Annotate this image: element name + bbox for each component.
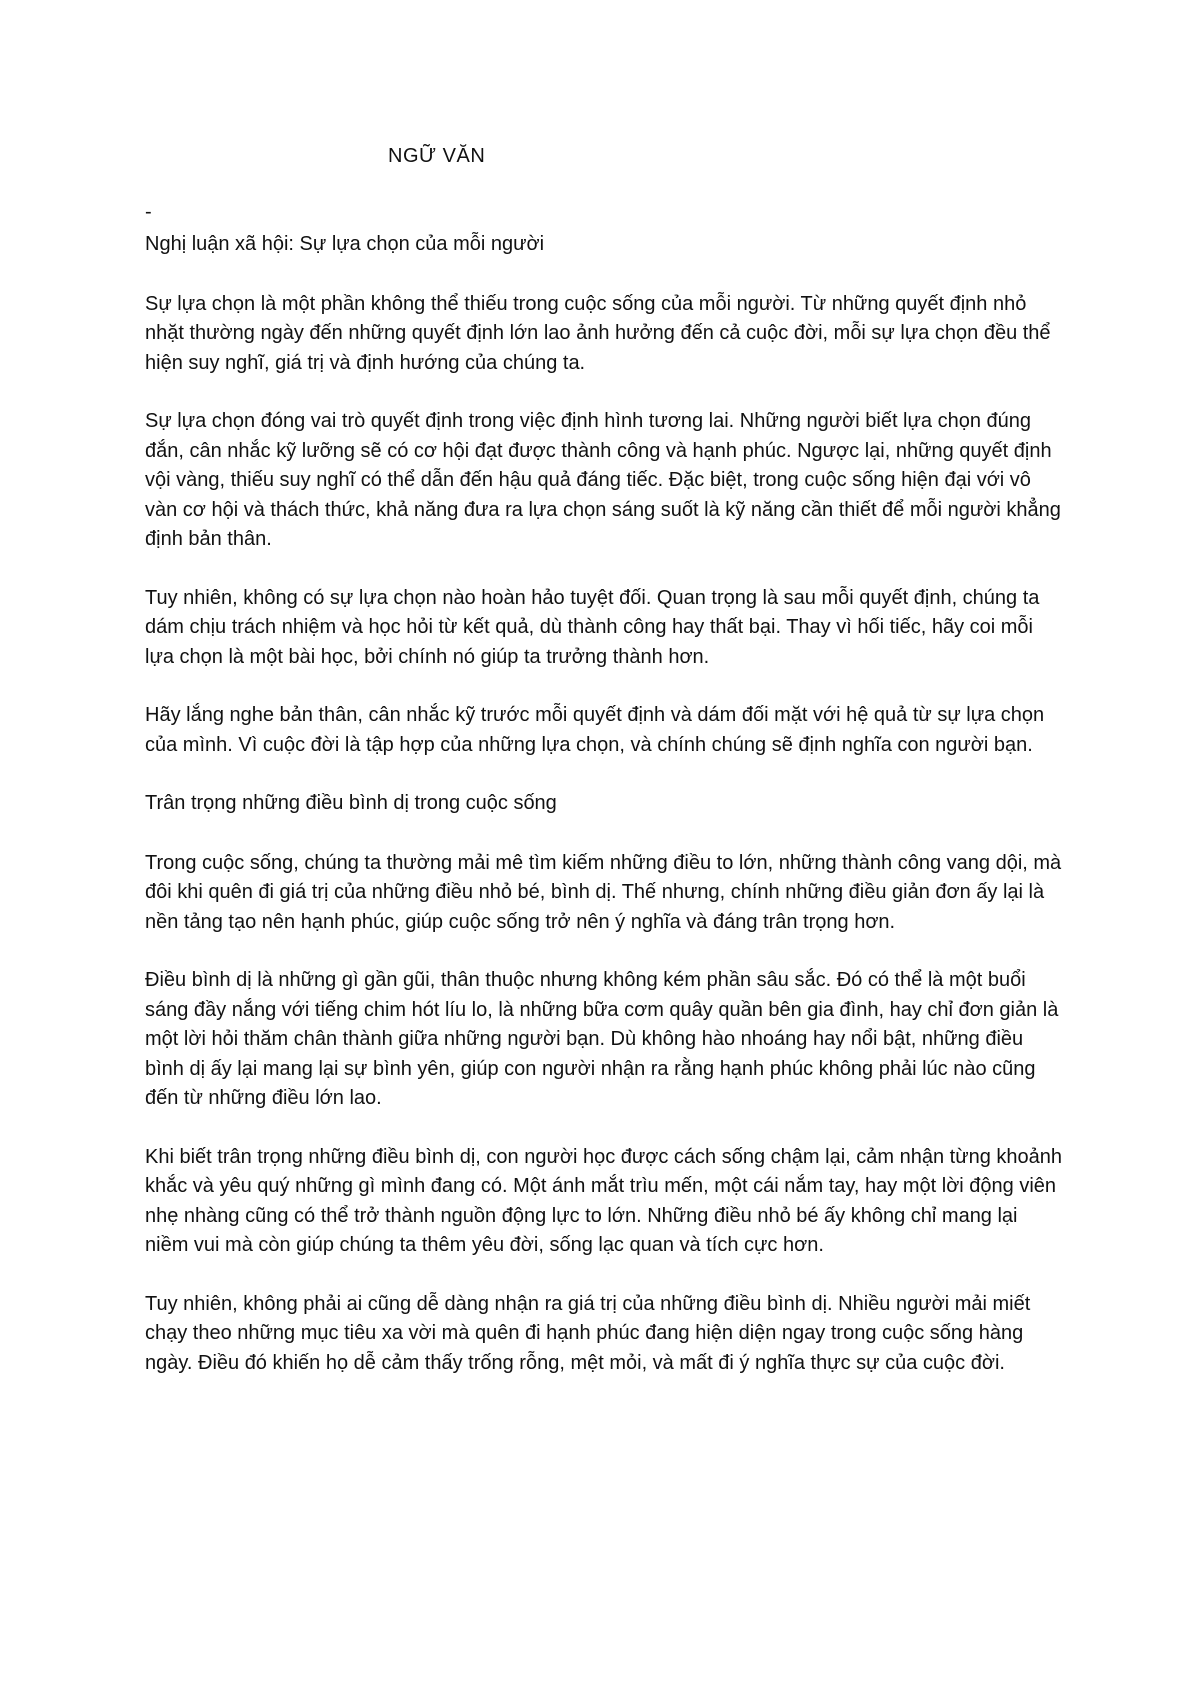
paragraph: Khi biết trân trọng những điều bình dị, con người học được cách sống chậm lại, cảm nhận từng khoảnh khắc và yêu quý những gì mình đang có. Một ánh mắt trìu mến, một cái nắm tay, hay một lời động viên nhẹ nhàng cũng có thể trở thành nguồn động lực to lớn. Những điều nhỏ bé ấy không chỉ mang lại niềm vui mà còn giúp chúng ta thêm yêu đời, sống lạc quan và tích cực hơn. bbox=[145, 1145, 1063, 1256]
paragraph: Điều bình dị là những gì gần gũi, thân thuộc nhưng không kém phần sâu sắc. Đó có thể là một buổi sáng đầy nắng với tiếng chim hót líu lo, là những bữa cơm quây quần bên gia đình, hay chỉ đơn giản là một lời hỏi thăm chân thành giữa những người bạn. Dù không hào nhoáng hay nổi bật, những điều bình dị ấy lại mang lại sự bình yên, giúp con người nhận ra rằng hạnh phúc không phải lúc nào cũng đến từ những điều lớn lao. bbox=[145, 969, 1059, 1109]
section-heading-simple-things: Trân trọng những điều bình dị trong cuộc sống bbox=[145, 792, 557, 814]
section-heading-choice: Nghị luận xã hội: Sự lựa chọn của mỗi người bbox=[145, 233, 545, 255]
paragraph: Sự lựa chọn đóng vai trò quyết định trong việc định hình tương lai. Những người biết lựa chọn đúng đắn, cân nhắc kỹ lưỡng sẽ có cơ hội đạt được thành công và hạnh phúc. Ngược lại, những quyết định vội vàng, thiếu suy nghĩ có thể dẫn đến hậu quả đáng tiếc. Đặc biệt, trong cuộc sống hiện đại với vô vàn cơ hội và thách thức, khả năng đưa ra lựa chọn sáng suốt là kỹ năng cần thiết để mỗi người khẳng định bản thân. bbox=[145, 410, 1061, 550]
paragraph: Tuy nhiên, không có sự lựa chọn nào hoàn hảo tuyệt đối. Quan trọng là sau mỗi quyết định, chúng ta dám chịu trách nhiệm và học hỏi từ kết quả, dù thành công hay thất bại. Thay vì hối tiếc, hãy coi mỗi lựa chọn là một bài học, bởi chính nó giúp ta trưởng thành hơn. bbox=[145, 586, 1040, 668]
paragraph: Sự lựa chọn là một phần không thể thiếu trong cuộc sống của mỗi người. Từ những quyết định nhỏ nhặt thường ngày đến những quyết định lớn lao ảnh hưởng đến cả cuộc đời, mỗi sự lựa chọn đều thể hiện suy nghĩ, giá trị và định hướng của chúng ta. bbox=[145, 292, 1051, 374]
paragraph: Tuy nhiên, không phải ai cũng dễ dàng nhận ra giá trị của những điều bình dị. Nhiều người mải miết chạy theo những mục tiêu xa vời mà quên đi hạnh phúc đang hiện diện ngay trong cuộc sống hàng ngày. Điều đó khiến họ dễ cảm thấy trống rỗng, mệt mỏi, và mất đi ý nghĩa thực sự của cuộc đời. bbox=[145, 1292, 1031, 1374]
paragraph: Hãy lắng nghe bản thân, cân nhắc kỹ trước mỗi quyết định và dám đối mặt với hệ quả từ sự lựa chọn của mình. Vì cuộc đời là tập hợp của những lựa chọn, và chính chúng sẽ định nghĩa con người bạn. bbox=[145, 704, 1045, 756]
paragraph: Trong cuộc sống, chúng ta thường mải mê tìm kiếm những điều to lớn, những thành công vang dội, mà đôi khi quên đi giá trị của những điều nhỏ bé, bình dị. Thế nhưng, chính những điều giản đơn ấy lại là nền tảng tạo nên hạnh phúc, giúp cuộc sống trở nên ý nghĩa và đáng trân trọng hơn. bbox=[145, 851, 1062, 933]
document-title: NGỮ VĂN bbox=[388, 145, 486, 167]
separator-dash: - bbox=[145, 201, 152, 223]
document-body bbox=[145, 230, 1065, 1407]
